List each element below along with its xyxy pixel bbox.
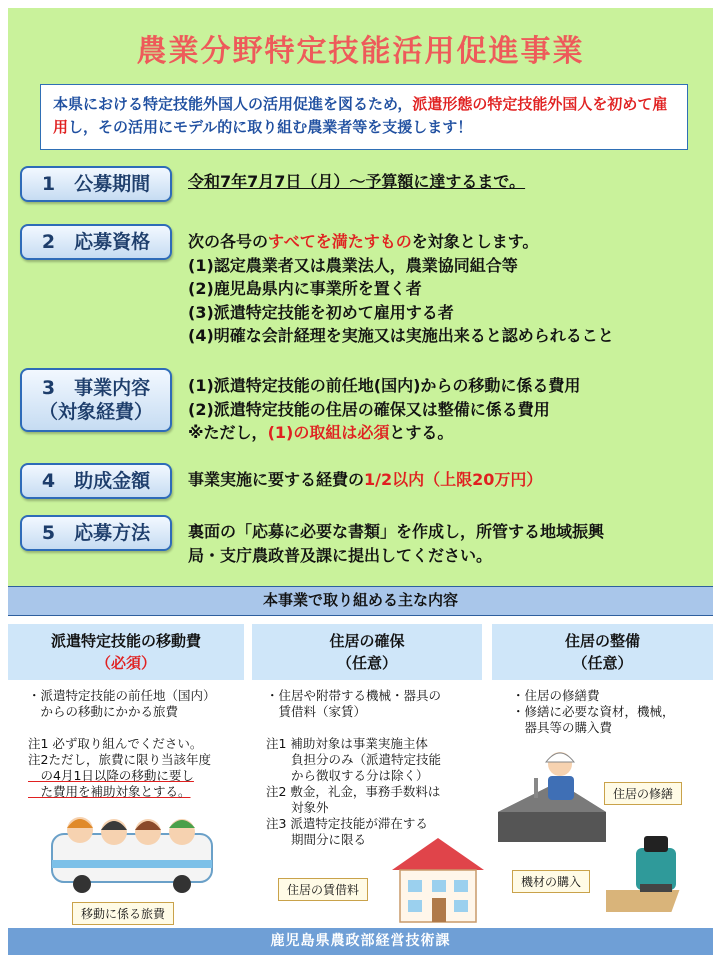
expense-note: ※ただし，(1)の取組は必須とする。 bbox=[188, 423, 454, 442]
intro-text-1: 本県における特定技能外国人の活用促進を図るため， bbox=[53, 95, 413, 113]
page-title: 農業分野特定技能活用促進事業 bbox=[136, 34, 585, 69]
column-text: ・住居の修繕費 ・修繕に必要な資材，機械， 器具等の購入費 bbox=[512, 688, 675, 735]
eligibility-item: (2)鹿児島県内に事業所を置く者 bbox=[188, 279, 422, 298]
expense-item: (2)派遣特定技能の住居の確保又は整備に係る費用 bbox=[188, 399, 550, 419]
details-panel bbox=[8, 616, 713, 928]
footer-department: 鹿児島県農政部経営技術課 bbox=[8, 928, 713, 955]
eligibility-item: (4)明確な会計経理を実施又は実施出来ると認められること bbox=[188, 326, 614, 345]
column-header: 住居の整備 （任意） bbox=[492, 624, 713, 680]
bus-illustration bbox=[48, 804, 218, 894]
house-illustration bbox=[388, 834, 488, 924]
roof-repair-illustration bbox=[498, 742, 608, 842]
intro-box bbox=[40, 84, 688, 150]
section-label-content: 3 事業内容 （対象経費） bbox=[20, 368, 172, 432]
caption-equipment: 機材の購入 bbox=[512, 870, 590, 893]
section-content-expenses bbox=[188, 374, 580, 445]
section-label-application: 5 応募方法 bbox=[20, 515, 172, 551]
equipment-illustration bbox=[606, 828, 706, 918]
period-text: 令和7年7月7日（月）～予算額に達するまで。 bbox=[188, 172, 526, 191]
eligibility-item: (3)派遣特定技能を初めて雇用する者 bbox=[188, 302, 454, 322]
intro-text-2: し，その活用にモデル的に取り組む農業者等を支援します！ bbox=[68, 118, 473, 136]
column-text: ・住居や附帯する機械・器具の 賃借料（家賃） 注1 補助対象は事業実施主体 負担分のみ（派遣特定技能 から徴収する分は除く） 注2 敷金，礼金，事務手数料は 対象外 注3 派遣特定技能が滞在する 期間分に限る bbox=[266, 688, 442, 847]
column-header: 派遣特定技能の移動費 （必須） bbox=[8, 624, 244, 680]
column-text: ・派遣特定技能の前任地（国内） からの移動にかかる旅費 注1 必ず取り組んでください。 注2ただし，旅費に限り当該年度 の4月1日以降の移動に要し た費用を補助対象とする。 bbox=[28, 688, 216, 799]
caption-repair: 住居の修繕 bbox=[604, 782, 682, 805]
section-label-period: 1 公募期間 bbox=[20, 166, 172, 202]
caption-travel: 移動に係る旅費 bbox=[72, 902, 174, 925]
section-content-application: 裏面の「応募に必要な書類」を作成し，所管する地域振興 局・支庁農政普及課に提出してください。 bbox=[188, 522, 605, 565]
eligibility-item: (1)認定農業者又は農業法人，農業協同組合等 bbox=[188, 255, 518, 275]
column-travel bbox=[8, 616, 244, 928]
intro-text-red: 派遣形態の特定技能外国人を初めて雇用 bbox=[53, 95, 668, 136]
caption-rent: 住居の賃借料 bbox=[278, 878, 368, 901]
column-header: 住居の確保 （任意） bbox=[252, 624, 482, 680]
column-housing-repair bbox=[492, 616, 713, 928]
column-housing-rent bbox=[252, 616, 482, 928]
overview-panel bbox=[8, 8, 713, 586]
main-content-header: 本事業で取り組める主な内容 bbox=[8, 586, 713, 616]
section-label-subsidy: 4 助成金額 bbox=[20, 463, 172, 499]
section-content-eligibility bbox=[188, 230, 614, 348]
expense-item: (1)派遣特定技能の前任地(国内)からの移動に係る費用 bbox=[188, 376, 581, 395]
section-content-subsidy: 事業実施に要する経費の1/2以内（上限20万円） bbox=[188, 470, 543, 489]
section-label-eligibility: 2 応募資格 bbox=[20, 224, 172, 260]
eligibility-intro: 次の各号のすべてを満たすものを対象とします。 bbox=[188, 232, 539, 251]
section-content-period bbox=[188, 170, 525, 194]
